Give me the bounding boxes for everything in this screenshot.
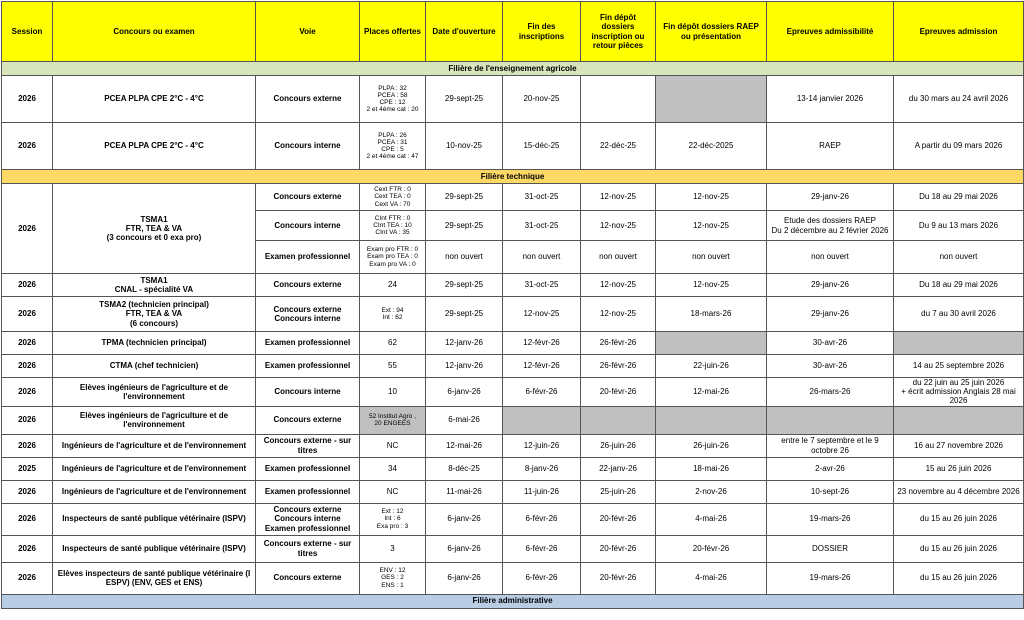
cell-session: 2026 bbox=[2, 297, 53, 332]
cell-fin-inscriptions: 12-juin-26 bbox=[503, 434, 581, 457]
cell-places: Cext FTR : 0 Cext TEA : 0 Cext VA : 70 bbox=[360, 184, 426, 211]
cell-concours: TPMA (technicien principal) bbox=[53, 332, 256, 355]
cell-session: 2026 bbox=[2, 332, 53, 355]
cell-voie: Concours externe Concours interne Examen professionnel bbox=[256, 503, 360, 535]
cell-session: 2026 bbox=[2, 562, 53, 594]
cell-fin-depot-raep: 18-mai-26 bbox=[656, 457, 767, 480]
cell-fin-depot-dossiers: non ouvert bbox=[581, 241, 656, 274]
cell-fin-inscriptions: 11-juin-26 bbox=[503, 480, 581, 503]
cell-voie: Concours externe bbox=[256, 76, 360, 123]
table-row bbox=[2, 332, 1024, 355]
cell-places: 24 bbox=[360, 274, 426, 297]
cell-fin-inscriptions: 6-févr-26 bbox=[503, 378, 581, 407]
cell-admission: 23 novembre au 4 décembre 2026 bbox=[894, 480, 1024, 503]
cell-fin-depot-dossiers: 20-févr-26 bbox=[581, 535, 656, 562]
concours-calendar-table bbox=[1, 1, 1024, 609]
table-row bbox=[2, 184, 1024, 211]
header-voie: Voie bbox=[256, 2, 360, 62]
cell-admission: 14 au 25 septembre 2026 bbox=[894, 355, 1024, 378]
cell-concours: Ingénieurs de l'agriculture et de l'environnement bbox=[53, 457, 256, 480]
cell-voie: Concours externe - sur titres bbox=[256, 535, 360, 562]
cell-voie: Concours interne bbox=[256, 378, 360, 407]
cell-session: 2026 bbox=[2, 503, 53, 535]
header-admission: Epreuves admission bbox=[894, 2, 1024, 62]
cell-admissibilite: 29-janv-26 bbox=[767, 297, 894, 332]
cell-fin-depot-raep bbox=[656, 406, 767, 434]
cell-admissibilite: 19-mars-26 bbox=[767, 503, 894, 535]
cell-voie: Concours externe bbox=[256, 274, 360, 297]
cell-admissibilite: 30-avr-26 bbox=[767, 355, 894, 378]
cell-voie: Examen professionnel bbox=[256, 241, 360, 274]
cell-fin-inscriptions: 31-oct-25 bbox=[503, 184, 581, 211]
section-row bbox=[2, 62, 1024, 76]
cell-concours: Elèves ingénieurs de l'agriculture et de l'environnement bbox=[53, 378, 256, 407]
cell-fin-inscriptions: 6-févr-26 bbox=[503, 503, 581, 535]
cell-concours: TSMA1 CNAL - spécialité VA bbox=[53, 274, 256, 297]
header-fin-depot-raep: Fin dépôt dossiers RAEP ou présentation bbox=[656, 2, 767, 62]
cell-ouverture: 10-nov-25 bbox=[426, 123, 503, 170]
header-concours: Concours ou examen bbox=[53, 2, 256, 62]
table-row bbox=[2, 535, 1024, 562]
table-row bbox=[2, 457, 1024, 480]
cell-concours: Inspecteurs de santé publique vétérinaire (ISPV) bbox=[53, 503, 256, 535]
cell-fin-inscriptions: 8-janv-26 bbox=[503, 457, 581, 480]
cell-session: 2026 bbox=[2, 480, 53, 503]
cell-session: 2025 bbox=[2, 457, 53, 480]
cell-session: 2026 bbox=[2, 184, 53, 274]
cell-admissibilite: Etude des dossiers RAEP Du 2 décembre au 2 février 2026 bbox=[767, 211, 894, 241]
cell-ouverture: 12-janv-26 bbox=[426, 332, 503, 355]
cell-ouverture: 29-sept-25 bbox=[426, 274, 503, 297]
cell-voie: Concours externe bbox=[256, 562, 360, 594]
cell-ouverture: non ouvert bbox=[426, 241, 503, 274]
cell-fin-depot-dossiers: 26-févr-26 bbox=[581, 355, 656, 378]
section-administrative: Filière administrative bbox=[2, 594, 1024, 608]
cell-admissibilite bbox=[767, 406, 894, 434]
cell-admissibilite: DOSSIER bbox=[767, 535, 894, 562]
cell-places: 62 bbox=[360, 332, 426, 355]
cell-fin-inscriptions: 12-nov-25 bbox=[503, 297, 581, 332]
cell-fin-inscriptions: 12-févr-26 bbox=[503, 355, 581, 378]
cell-ouverture: 11-mai-26 bbox=[426, 480, 503, 503]
cell-places: PLPA : 26 PCEA : 31 CPE : 5 2 et 4ème cat : 47 bbox=[360, 123, 426, 170]
cell-voie: Examen professionnel bbox=[256, 355, 360, 378]
cell-voie: Concours interne bbox=[256, 211, 360, 241]
cell-ouverture: 8-déc-25 bbox=[426, 457, 503, 480]
cell-fin-inscriptions bbox=[503, 406, 581, 434]
cell-fin-depot-dossiers bbox=[581, 76, 656, 123]
cell-places: 34 bbox=[360, 457, 426, 480]
cell-fin-depot-raep: 22-juin-26 bbox=[656, 355, 767, 378]
cell-admission: du 15 au 26 juin 2026 bbox=[894, 562, 1024, 594]
cell-admissibilite: 2-avr-26 bbox=[767, 457, 894, 480]
cell-voie: Examen professionnel bbox=[256, 457, 360, 480]
cell-session: 2026 bbox=[2, 274, 53, 297]
section-agricole: Filière de l'enseignement agricole bbox=[2, 62, 1024, 76]
cell-concours: TSMA1 FTR, TEA & VA (3 concours et 0 exa pro) bbox=[53, 184, 256, 274]
table-row bbox=[2, 378, 1024, 407]
cell-places: 3 bbox=[360, 535, 426, 562]
cell-ouverture: 6-janv-26 bbox=[426, 378, 503, 407]
section-row bbox=[2, 594, 1024, 608]
cell-fin-depot-raep: 18-mars-26 bbox=[656, 297, 767, 332]
cell-concours: TSMA2 (technicien principal) FTR, TEA & VA (6 concours) bbox=[53, 297, 256, 332]
cell-admission: Du 18 au 29 mai 2026 bbox=[894, 184, 1024, 211]
cell-admissibilite: RAEP bbox=[767, 123, 894, 170]
cell-fin-depot-raep: 12-mai-26 bbox=[656, 378, 767, 407]
cell-ouverture: 12-janv-26 bbox=[426, 355, 503, 378]
cell-admissibilite: 10-sept-26 bbox=[767, 480, 894, 503]
section-row bbox=[2, 170, 1024, 184]
cell-fin-depot-raep: 26-juin-26 bbox=[656, 434, 767, 457]
cell-fin-inscriptions: 31-oct-25 bbox=[503, 274, 581, 297]
cell-fin-depot-dossiers: 20-févr-26 bbox=[581, 503, 656, 535]
cell-session: 2026 bbox=[2, 378, 53, 407]
cell-fin-depot-raep: 4-mai-26 bbox=[656, 503, 767, 535]
cell-session: 2026 bbox=[2, 406, 53, 434]
cell-fin-depot-raep bbox=[656, 332, 767, 355]
cell-concours: Ingénieurs de l'agriculture et de l'environnement bbox=[53, 434, 256, 457]
cell-ouverture: 12-mai-26 bbox=[426, 434, 503, 457]
cell-ouverture: 6-janv-26 bbox=[426, 535, 503, 562]
cell-fin-depot-dossiers: 22-janv-26 bbox=[581, 457, 656, 480]
cell-fin-inscriptions: 6-févr-26 bbox=[503, 535, 581, 562]
header-fin-depot-dossiers: Fin dépôt dossiers inscription ou retour pièces bbox=[581, 2, 656, 62]
cell-fin-depot-raep bbox=[656, 76, 767, 123]
cell-admissibilite: non ouvert bbox=[767, 241, 894, 274]
table-row bbox=[2, 562, 1024, 594]
cell-places: NC bbox=[360, 434, 426, 457]
cell-fin-depot-raep: 22-déc-2025 bbox=[656, 123, 767, 170]
table-row bbox=[2, 76, 1024, 123]
cell-fin-depot-dossiers: 25-juin-26 bbox=[581, 480, 656, 503]
cell-fin-depot-raep: 12-nov-25 bbox=[656, 274, 767, 297]
cell-admissibilite: 13-14 janvier 2026 bbox=[767, 76, 894, 123]
cell-concours: Elèves ingénieurs de l'agriculture et de l'environnement bbox=[53, 406, 256, 434]
table-row bbox=[2, 355, 1024, 378]
cell-fin-depot-dossiers: 12-nov-25 bbox=[581, 274, 656, 297]
cell-places: 10 bbox=[360, 378, 426, 407]
header-row bbox=[2, 2, 1024, 62]
cell-concours: Elèves inspecteurs de santé publique vétérinaire (I ESPV) (ENV, GES et ENS) bbox=[53, 562, 256, 594]
cell-session: 2026 bbox=[2, 123, 53, 170]
cell-voie: Examen professionnel bbox=[256, 332, 360, 355]
cell-admissibilite: 29-janv-26 bbox=[767, 274, 894, 297]
cell-places: 52 Institut Agro , 20 ENGEES bbox=[360, 406, 426, 434]
cell-places: PLPA : 32 PCEA : 58 CPE : 12 2 et 4ème cat : 20 bbox=[360, 76, 426, 123]
cell-fin-depot-dossiers: 26-févr-26 bbox=[581, 332, 656, 355]
cell-places: Exam pro FTR : 0 Exam pro TEA : 0 Exam pro VA : 0 bbox=[360, 241, 426, 274]
cell-fin-depot-raep: non ouvert bbox=[656, 241, 767, 274]
table-row bbox=[2, 123, 1024, 170]
cell-fin-inscriptions: 12-févr-26 bbox=[503, 332, 581, 355]
table-row bbox=[2, 503, 1024, 535]
table-row bbox=[2, 434, 1024, 457]
cell-fin-inscriptions: 6-févr-26 bbox=[503, 562, 581, 594]
cell-concours: PCEA PLPA CPE 2°C - 4°C bbox=[53, 76, 256, 123]
cell-admission: du 22 juin au 25 juin 2026 + écrit admission Anglais 28 mai 2026 bbox=[894, 378, 1024, 407]
cell-voie: Concours externe - sur titres bbox=[256, 434, 360, 457]
header-admissibilite: Epreuves admissibilité bbox=[767, 2, 894, 62]
cell-concours: PCEA PLPA CPE 2°C - 4°C bbox=[53, 123, 256, 170]
cell-voie: Concours interne bbox=[256, 123, 360, 170]
cell-admission bbox=[894, 406, 1024, 434]
cell-admission: Du 18 au 29 mai 2026 bbox=[894, 274, 1024, 297]
cell-admission: du 15 au 26 juin 2026 bbox=[894, 535, 1024, 562]
cell-fin-inscriptions: 31-oct-25 bbox=[503, 211, 581, 241]
cell-admissibilite: 19-mars-26 bbox=[767, 562, 894, 594]
cell-admission: 15 au 26 juin 2026 bbox=[894, 457, 1024, 480]
cell-ouverture: 29-sept-25 bbox=[426, 211, 503, 241]
cell-admission: A partir du 09 mars 2026 bbox=[894, 123, 1024, 170]
cell-fin-depot-dossiers: 20-févr-26 bbox=[581, 562, 656, 594]
cell-ouverture: 6-janv-26 bbox=[426, 562, 503, 594]
cell-admissibilite: 26-mars-26 bbox=[767, 378, 894, 407]
cell-admission: du 30 mars au 24 avril 2026 bbox=[894, 76, 1024, 123]
table-row bbox=[2, 297, 1024, 332]
cell-admission: du 7 au 30 avril 2026 bbox=[894, 297, 1024, 332]
cell-ouverture: 29-sept-25 bbox=[426, 297, 503, 332]
cell-fin-depot-dossiers: 20-févr-26 bbox=[581, 378, 656, 407]
cell-admission: Du 9 au 13 mars 2026 bbox=[894, 211, 1024, 241]
cell-fin-depot-dossiers: 12-nov-25 bbox=[581, 211, 656, 241]
header-ouverture: Date d'ouverture bbox=[426, 2, 503, 62]
cell-ouverture: 29-sept-25 bbox=[426, 184, 503, 211]
cell-fin-depot-raep: 12-nov-25 bbox=[656, 184, 767, 211]
cell-admissibilite: 29-janv-26 bbox=[767, 184, 894, 211]
cell-voie: Concours externe bbox=[256, 406, 360, 434]
cell-places: NC bbox=[360, 480, 426, 503]
table-row bbox=[2, 406, 1024, 434]
header-session: Session bbox=[2, 2, 53, 62]
cell-places: ENV : 12 GES : 2 ENS : 1 bbox=[360, 562, 426, 594]
cell-admission: 16 au 27 novembre 2026 bbox=[894, 434, 1024, 457]
cell-admission: non ouvert bbox=[894, 241, 1024, 274]
cell-places: Ext : 12 Int : 6 Exa pro : 3 bbox=[360, 503, 426, 535]
cell-session: 2026 bbox=[2, 76, 53, 123]
cell-session: 2026 bbox=[2, 535, 53, 562]
cell-fin-depot-dossiers: 12-nov-25 bbox=[581, 297, 656, 332]
cell-ouverture: 6-mai-26 bbox=[426, 406, 503, 434]
cell-session: 2026 bbox=[2, 434, 53, 457]
cell-fin-inscriptions: 20-nov-25 bbox=[503, 76, 581, 123]
cell-places: CInt FTR : 0 CInt TEA : 10 CInt VA : 35 bbox=[360, 211, 426, 241]
cell-admission bbox=[894, 332, 1024, 355]
cell-fin-depot-raep: 4-mai-26 bbox=[656, 562, 767, 594]
cell-fin-inscriptions: non ouvert bbox=[503, 241, 581, 274]
cell-admissibilite: entre le 7 septembre et le 9 octobre 26 bbox=[767, 434, 894, 457]
cell-places: 55 bbox=[360, 355, 426, 378]
cell-fin-depot-raep: 2-nov-26 bbox=[656, 480, 767, 503]
cell-fin-depot-raep: 12-nov-25 bbox=[656, 211, 767, 241]
cell-concours: CTMA (chef technicien) bbox=[53, 355, 256, 378]
cell-fin-depot-dossiers: 12-nov-25 bbox=[581, 184, 656, 211]
table-row bbox=[2, 274, 1024, 297]
cell-ouverture: 6-janv-26 bbox=[426, 503, 503, 535]
header-fin-inscriptions: Fin des inscriptions bbox=[503, 2, 581, 62]
header-places: Places offertes bbox=[360, 2, 426, 62]
cell-admission: du 15 au 26 juin 2026 bbox=[894, 503, 1024, 535]
section-technique: Filière technique bbox=[2, 170, 1024, 184]
cell-fin-depot-dossiers: 22-déc-25 bbox=[581, 123, 656, 170]
cell-admissibilite: 30-avr-26 bbox=[767, 332, 894, 355]
cell-fin-depot-dossiers: 26-juin-26 bbox=[581, 434, 656, 457]
cell-voie: Concours externe Concours interne bbox=[256, 297, 360, 332]
cell-fin-depot-dossiers bbox=[581, 406, 656, 434]
cell-ouverture: 29-sept-25 bbox=[426, 76, 503, 123]
cell-places: Ext : 94 Int : 62 bbox=[360, 297, 426, 332]
cell-fin-inscriptions: 15-déc-25 bbox=[503, 123, 581, 170]
cell-voie: Examen professionnel bbox=[256, 480, 360, 503]
cell-session: 2026 bbox=[2, 355, 53, 378]
table-row bbox=[2, 480, 1024, 503]
cell-fin-depot-raep: 20-févr-26 bbox=[656, 535, 767, 562]
cell-concours: Ingénieurs de l'agriculture et de l'environnement bbox=[53, 480, 256, 503]
cell-voie: Concours externe bbox=[256, 184, 360, 211]
cell-concours: Inspecteurs de santé publique vétérinaire (ISPV) bbox=[53, 535, 256, 562]
